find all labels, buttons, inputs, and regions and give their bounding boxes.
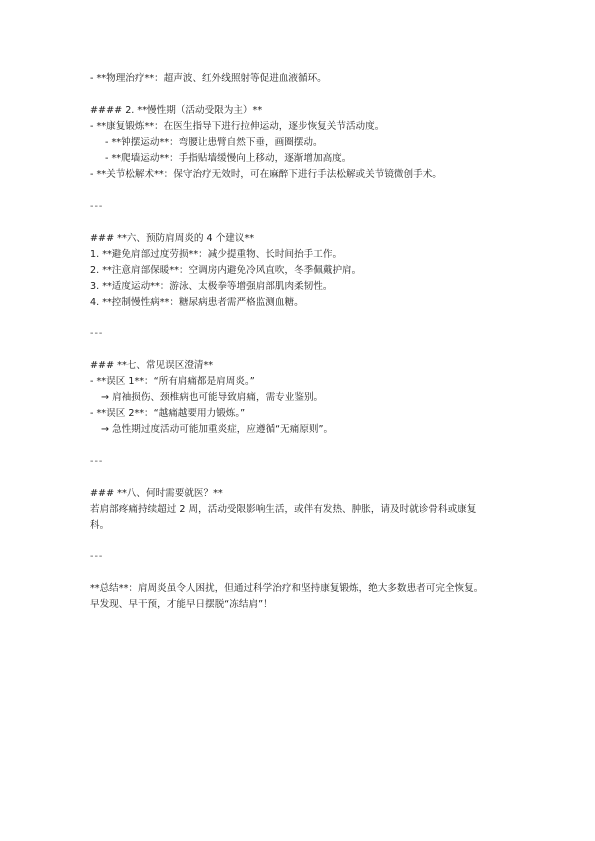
summary-text: **总结**：肩周炎虽令人困扰，但通过科学治疗和坚持康复锻炼，绝大多数患者可完全恢复。: [90, 583, 484, 594]
joint-release-item: - **关节松解术**：保守治疗无效时，可在麻醉下进行手法松解或关节镜微创手术。: [90, 169, 442, 180]
section-eight-heading: ### **八、何时需要就医？**: [90, 488, 223, 499]
tip-1: 1. **避免肩部过度劳损**：减少提重物、长时间抬手工作。: [90, 249, 343, 260]
tip-4: 4. **控制慢性病**：糖尿病患者需严格监测血糖。: [90, 297, 304, 308]
horizontal-rule: ---: [90, 328, 104, 339]
myth-1-answer: → 肩袖损伤、颈椎病也可能导致肩痛，需专业鉴别。: [101, 392, 324, 403]
horizontal-rule: ---: [90, 201, 104, 212]
when-to-see-doctor-text: 若肩部疼痛持续超过 2 周，活动受限影响生活，或伴有发热、肿胀，请及时就诊骨科或康复: [90, 504, 477, 515]
section-six-heading: ### **六、预防肩周炎的 4 个建议**: [90, 233, 255, 244]
horizontal-rule: ---: [90, 551, 104, 562]
myth-2: - **误区 2**：“越痛越要用力锻炼。”: [90, 408, 246, 419]
summary-text-cont: 早发现、早干预，才能早日摆脱“冻结肩”！: [90, 599, 273, 610]
rehab-exercise-item: - **康复锻炼**：在医生指导下进行拉伸运动，逐步恢复关节活动度。: [90, 121, 385, 132]
myth-1: - **误区 1**：“所有肩痛都是肩周炎。”: [90, 376, 255, 387]
when-to-see-doctor-text-cont: 科。: [90, 520, 110, 531]
wall-climb-exercise-item: - **爬墙运动**：手指贴墙缓慢向上移动，逐渐增加高度。: [105, 153, 352, 164]
tip-2: 2. **注意肩部保暖**：空调房内避免冷风直吹，冬季佩戴护肩。: [90, 265, 362, 276]
physical-therapy-item: - **物理治疗**：超声波、红外线照射等促进血液循环。: [90, 73, 327, 84]
myth-2-answer: → 急性期过度活动可能加重炎症，应遵循“无痛原则”。: [101, 424, 334, 435]
section-seven-heading: ### **七、常见误区澄清**: [90, 360, 214, 371]
tip-3: 3. **适度运动**：游泳、太极拳等增强肩部肌肉柔韧性。: [90, 281, 333, 292]
pendulum-exercise-item: - **钟摆运动**：弯腰让患臂自然下垂，画圈摆动。: [105, 137, 323, 148]
chronic-phase-heading: #### 2. **慢性期（活动受限为主）**: [90, 105, 263, 116]
horizontal-rule: ---: [90, 456, 104, 467]
